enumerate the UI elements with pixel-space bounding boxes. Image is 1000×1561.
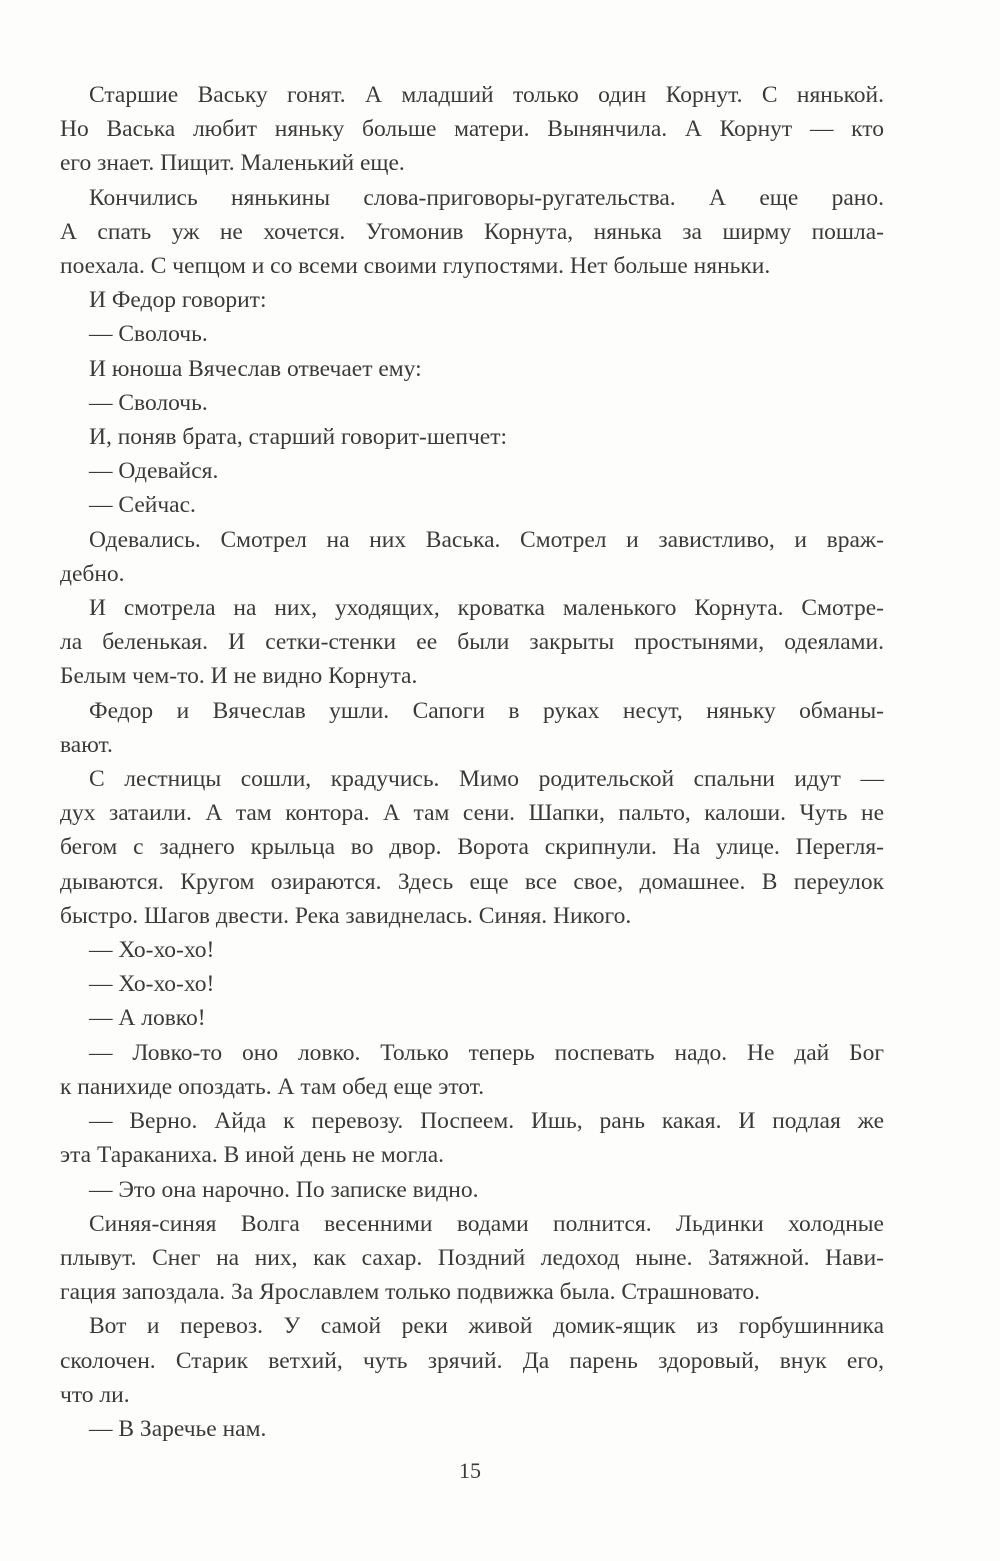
paragraph: [89, 317, 884, 351]
page-number: 15: [459, 1458, 481, 1483]
text-line: бегом с заднего крыльца во двор. Ворота скрипнули. На улице. Перегля-: [60, 834, 884, 861]
paragraph: [60, 523, 884, 591]
text-line: — Верно. Айда к перевозу. Поспеем. Ишь, рань какая. И подлая же: [89, 1108, 884, 1135]
text-line: — Сволочь.: [89, 321, 208, 348]
text-line: — Это она нарочно. По записке видно.: [89, 1176, 479, 1203]
paragraph: [89, 1001, 884, 1035]
text-line: его знает. Пищит. Маленький еще.: [60, 150, 405, 177]
text-line: Белым чем-то. И не видно Корнута.: [60, 663, 418, 690]
text-line: сколочен. Старик ветхий, чуть зрячий. Да парень здоровый, внук его,: [60, 1347, 884, 1374]
text-line: — Ловко-то оно ловко. Только теперь поспевать надо. Не дай Бог: [89, 1039, 884, 1066]
text-line: А спать уж не хочется. Угомонив Корнута, нянька за ширму пошла-: [60, 218, 884, 245]
text-line: — Хо-хо-хо!: [89, 937, 215, 964]
text-line: Кончились нянькины слова-приговоры-ругательства. А еще рано.: [89, 184, 884, 211]
paragraph: [89, 420, 884, 454]
text-line: И юноша Вячеслав отвечает ему:: [89, 355, 422, 382]
text-line: ла беленькая. И сетки-стенки ее были закрыты простынями, одеялами.: [60, 629, 884, 656]
page-text: [60, 78, 884, 1446]
text-line: — Сейчас.: [89, 492, 196, 519]
text-line: плывут. Снег на них, как сахар. Поздний ледоход ныне. Затяжной. Нави-: [60, 1244, 884, 1271]
paragraph: [60, 694, 884, 762]
text-line: дебно.: [60, 560, 125, 587]
paragraph: [89, 933, 884, 967]
text-line: к панихиде опоздать. А там обед еще этот.: [60, 1073, 485, 1100]
text-line: гация запоздала. За Ярославлем только подвижка была. Страшновато.: [60, 1279, 761, 1306]
paragraph: [89, 1412, 884, 1446]
text-line: что ли.: [60, 1381, 130, 1408]
text-line: Старшие Ваську гонят. А младший только один Корнут. С нянькой.: [89, 82, 884, 108]
paragraph: [60, 591, 884, 694]
text-line: — Хо-хо-хо!: [89, 971, 215, 998]
text-line: быстро. Шагов двести. Река завиднелась. Синяя. Никого.: [60, 902, 632, 929]
text-line: дываются. Кругом озираются. Здесь еще все свое, домашнее. В переулок: [60, 868, 884, 895]
text-line: — А ловко!: [89, 1005, 206, 1032]
text-line: — В Заречье нам.: [89, 1415, 267, 1442]
text-line: И смотрела на них, уходящих, кроватка маленького Корнута. Смотре-: [89, 595, 884, 622]
paragraph: [60, 1104, 884, 1172]
text-line: эта Тараканиха. В иной день не могла.: [60, 1142, 445, 1169]
paragraph: [89, 454, 884, 488]
text-line: — Сволочь.: [89, 389, 208, 416]
text-line: И, поняв брата, старший говорит-шепчет:: [89, 424, 508, 451]
text-line: Но Васька любит няньку больше матери. Вынянчила. А Корнут — кто: [60, 116, 884, 143]
paragraph: [89, 386, 884, 420]
paragraph: [60, 762, 884, 933]
text-line: И Федор говорит:: [89, 287, 267, 314]
text-line: Вот и перевоз. У самой реки живой домик-ящик из горбушинника: [89, 1313, 884, 1340]
paragraph: [60, 1309, 884, 1412]
paragraph: [89, 283, 884, 317]
paragraph: [60, 78, 884, 181]
text-line: дух затаили. А там контора. А там сени. Шапки, пальто, калоши. Чуть не: [60, 800, 884, 827]
text-line: — Одевайся.: [89, 458, 219, 485]
paragraph: [89, 352, 884, 386]
text-line: Синяя-синяя Волга весенними водами полнится. Льдинки холодные: [89, 1210, 884, 1237]
text-line: поехала. С чепцом и со всеми своими глупостями. Нет больше няньки.: [60, 253, 771, 280]
paragraph: [60, 1207, 884, 1310]
paragraph: [89, 488, 884, 522]
paragraph: [60, 1036, 884, 1104]
text-line: вают.: [60, 731, 113, 758]
paragraph: [89, 967, 884, 1001]
text-line: Федор и Вячеслав ушли. Сапоги в руках несут, няньку обманы-: [89, 697, 884, 724]
text-line: С лестницы сошли, крадучись. Мимо родительской спальни идут —: [89, 766, 884, 793]
text-line: Одевались. Смотрел на них Васька. Смотрел и завистливо, и враж-: [89, 526, 884, 553]
paragraph: [89, 1173, 884, 1207]
paragraph: [60, 181, 884, 284]
